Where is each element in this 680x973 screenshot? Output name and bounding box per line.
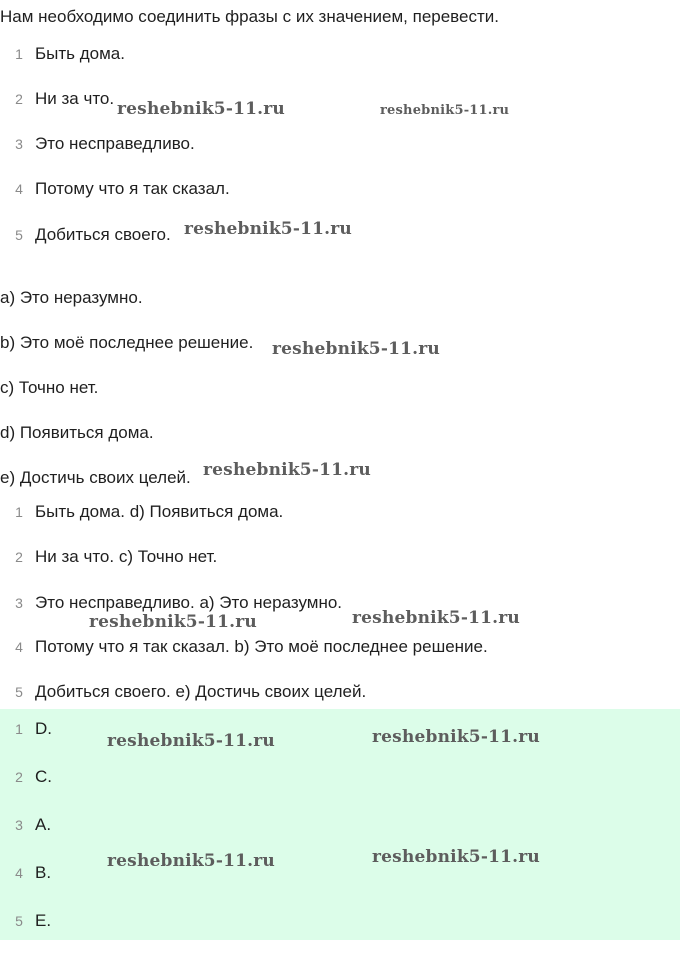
item-number: 1 (15, 721, 23, 737)
match-text: Быть дома. d) Появиться дома. (35, 502, 284, 521)
option-item: e) Достичь своих целей. (0, 468, 191, 487)
answer-text: A. (35, 815, 52, 834)
item-number: 4 (15, 865, 23, 881)
watermark: reshebnik5-11.ru (117, 99, 285, 119)
watermark: reshebnik5-11.ru (107, 851, 275, 871)
watermark: reshebnik5-11.ru (372, 727, 540, 747)
item-number: 3 (15, 817, 23, 833)
answer-text: B. (35, 863, 52, 882)
watermark: reshebnik5-11.ru (184, 219, 352, 239)
watermark: reshebnik5-11.ru (272, 339, 440, 359)
match-text: Ни за что. c) Точно нет. (35, 547, 218, 566)
watermark: reshebnik5-11.ru (107, 731, 275, 751)
option-item: d) Появиться дома. (0, 423, 154, 442)
answer-block (0, 709, 680, 940)
item-number: 3 (15, 595, 23, 611)
phrase-text: Ни за что. (35, 89, 115, 108)
answer-text: E. (35, 911, 52, 930)
match-text: Потому что я так сказал. b) Это моё последнее решение. (35, 637, 488, 656)
item-number: 5 (15, 684, 23, 700)
item-number: 3 (15, 136, 23, 152)
option-item: c) Точно нет. (0, 378, 99, 397)
item-number: 4 (15, 639, 23, 655)
item-number: 5 (15, 227, 23, 243)
match-text: Добиться своего. e) Достичь своих целей. (35, 682, 367, 701)
item-number: 2 (15, 91, 23, 107)
task-instruction: Нам необходимо соединить фразы с их значением, перевести. (0, 7, 499, 26)
phrase-text: Добиться своего. (35, 225, 171, 244)
match-text: Это несправедливо. a) Это неразумно. (35, 593, 343, 612)
option-item: b) Это моё последнее решение. (0, 333, 254, 352)
item-number: 5 (15, 913, 23, 929)
answer-text: C. (35, 767, 52, 786)
watermark: reshebnik5-11.ru (380, 103, 510, 118)
item-number: 1 (15, 504, 23, 520)
watermark: reshebnik5-11.ru (203, 460, 371, 480)
item-number: 2 (15, 769, 23, 785)
phrase-text: Быть дома. (35, 44, 125, 63)
watermark: reshebnik5-11.ru (352, 608, 520, 628)
watermark: reshebnik5-11.ru (372, 847, 540, 867)
answer-text: D. (35, 719, 52, 738)
item-number: 2 (15, 549, 23, 565)
phrase-text: Это несправедливо. (35, 134, 195, 153)
phrase-text: Потому что я так сказал. (35, 179, 230, 198)
option-item: a) Это неразумно. (0, 288, 143, 307)
item-number: 4 (15, 181, 23, 197)
item-number: 1 (15, 46, 23, 62)
watermark: reshebnik5-11.ru (89, 612, 257, 632)
